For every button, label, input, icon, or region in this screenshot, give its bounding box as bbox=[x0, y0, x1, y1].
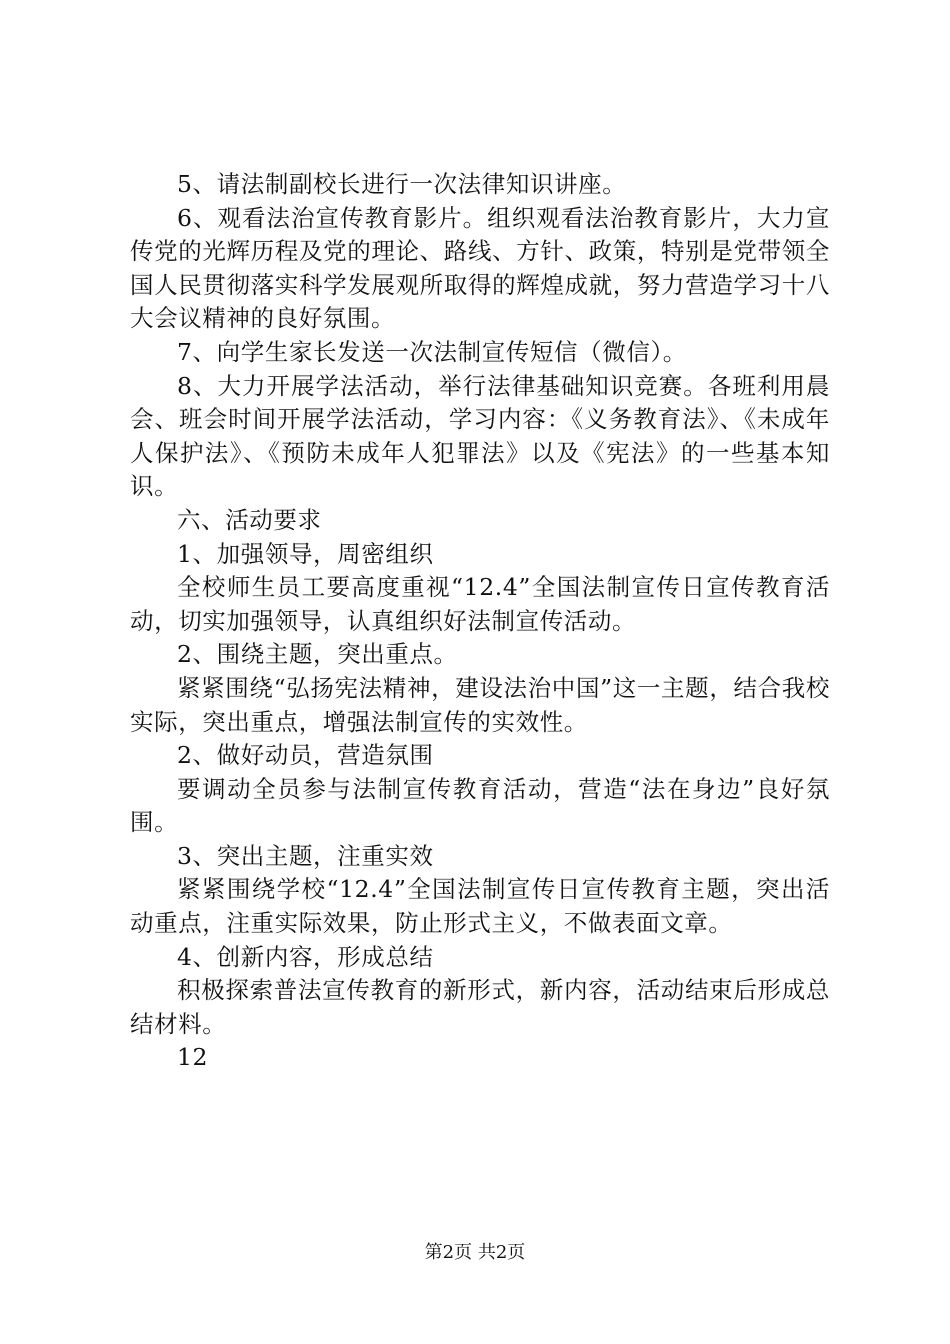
paragraph: 积极探索普法宣传教育的新形式，新内容，活动结束后形成总结材料。 bbox=[130, 976, 830, 1038]
page-footer bbox=[0, 1241, 950, 1265]
paragraph: 12 bbox=[177, 1043, 209, 1072]
subheading: 2、围绕主题，突出重点。 bbox=[177, 640, 458, 669]
subheading: 3、突出主题，注重实效 bbox=[177, 841, 434, 870]
paragraph: 紧紧围绕“弘扬宪法精神，建设法治中国”这一主题，结合我校实际，突出重点，增强法制宣传的实效性。 bbox=[130, 673, 830, 736]
paragraph: 紧紧围绕学校“12.4”全国法制宣传日宣传教育主题，突出活动重点，注重实际效果，防止形式主义，不做表面文章。 bbox=[130, 875, 830, 938]
subheading: 1、加强领导，周密组织 bbox=[177, 539, 434, 568]
document-body bbox=[130, 168, 830, 1075]
paragraph: 7、向学生家长发送一次法制宣传短信（微信）。 bbox=[177, 337, 687, 366]
paragraph: 6、观看法治宣传教育影片。组织观看法治教育影片，大力宣传党的光辉历程及党的理论、路线、方针、政策，特别是党带领全国人民贯彻落实科学发展观所取得的辉煌成就，努力营造学习十八大会议精神的良好氛围。 bbox=[130, 203, 830, 333]
paragraph: 要调动全员参与法制宣传教育活动，营造“法在身边”良好氛围。 bbox=[130, 774, 830, 837]
paragraph: 5、请法制副校长进行一次法律知识讲座。 bbox=[177, 170, 627, 198]
subheading: 2、做好动员，营造氛围 bbox=[177, 741, 434, 770]
page-number-label: 第2页 共2页 bbox=[424, 1242, 526, 1263]
subheading: 4、创新内容，形成总结 bbox=[177, 942, 434, 971]
section-heading: 六、活动要求 bbox=[177, 505, 322, 534]
paragraph: 全校师生员工要高度重视“12.4”全国法制宣传日宣传教育活动，切实加强领导，认真组织好法制宣传活动。 bbox=[130, 573, 830, 635]
paragraph: 8、大力开展学法活动，举行法律基础知识竞赛。各班利用晨会、班会时间开展学法活动，学习内容：《义务教育法》、《未成年人保护法》、《预防未成年人犯罪法》以及《宪法》的一些基本知识。 bbox=[130, 371, 830, 501]
